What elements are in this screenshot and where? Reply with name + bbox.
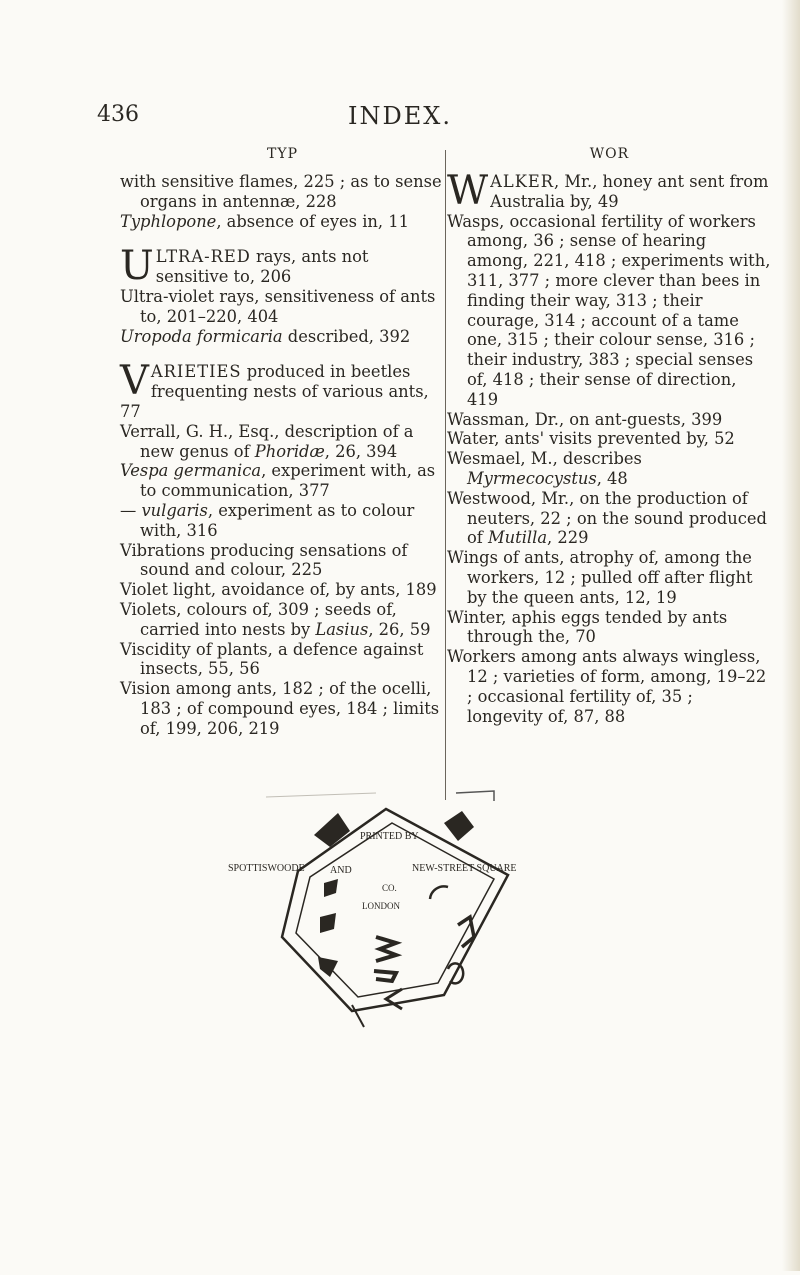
index-entry-walker bbox=[447, 168, 772, 214]
entry-text: , 48 bbox=[596, 468, 628, 488]
entry-text: , 26, 394 bbox=[324, 441, 398, 461]
italic-term: Vespa germanica bbox=[120, 461, 262, 481]
entry-text: Viscidity of plants, a defence against insects, 55, 56 bbox=[120, 639, 424, 679]
drop-cap: W bbox=[447, 168, 489, 214]
italic-term: Phoridæ bbox=[254, 441, 325, 461]
page-edge-shadow bbox=[782, 0, 800, 1271]
entry-text: Verrall, G. H., Esq., description of a new genus of bbox=[120, 421, 414, 461]
italic-term: Mutilla bbox=[488, 528, 548, 548]
entry-text: , Mr., honey ant sent from Australia by, 49 bbox=[490, 172, 769, 211]
entry-text: Wasps, occasional fertility of workers among, 36 ; sense of hearing among, 221, 418 ; experiments with, 311, 377 ; more clever than bees in finding their way, 313 ; their courage, 314 ; account of a tame one, 315 ; their colour sense, 316 ; their industry, 383 ; special senses of, 418 ; their sense of direction, 419 bbox=[447, 211, 771, 409]
index-entry-violets bbox=[120, 600, 445, 640]
index-entry-winter bbox=[447, 608, 772, 648]
entry-text: Ultra-violet rays, sensitiveness of ants to, 201–220, 404 bbox=[120, 286, 436, 326]
entry-text: with sensitive flames, 225 ; as to sense organs in antennæ, 228 bbox=[120, 172, 442, 211]
entry-text: , experiment with, as to communication, 377 bbox=[140, 461, 436, 501]
index-entry-typ-cont bbox=[120, 172, 445, 212]
entry-text: Westwood, Mr., on the production of neuters, 22 ; on the sound produced of bbox=[447, 488, 767, 548]
index-entry-vespa-vulgaris bbox=[120, 501, 445, 541]
imprint-left: SPOTTISWOODE bbox=[228, 863, 305, 874]
imprint-co: CO. bbox=[382, 883, 397, 893]
entry-text: — bbox=[120, 500, 142, 520]
right-column bbox=[447, 146, 772, 726]
entry-text: Wesmael, M., describes bbox=[447, 449, 642, 469]
index-entry-ultra-violet bbox=[120, 287, 445, 327]
index-entry-uropoda bbox=[120, 327, 445, 347]
imprint-right: NEW-STREET SQUARE bbox=[412, 863, 517, 874]
imprint-and: AND bbox=[330, 865, 352, 876]
index-entry-vespa-germanica bbox=[120, 461, 445, 501]
italic-term: Typhlopone bbox=[120, 211, 217, 231]
entry-text: Vision among ants, 182 ; of the ocelli, 183 ; of compound eyes, 184 ; limits of, 199, 206, 219 bbox=[120, 679, 440, 738]
index-entry-wassman bbox=[447, 410, 772, 430]
left-entries bbox=[120, 172, 445, 739]
page-number: 436 bbox=[97, 102, 139, 127]
printer-mark-icon bbox=[226, 787, 606, 1271]
index-entry-westwood bbox=[447, 489, 772, 548]
index-entry-viscidity bbox=[120, 640, 445, 680]
index-entry-workers bbox=[447, 647, 772, 726]
italic-term: Uropoda formicaria bbox=[120, 326, 283, 346]
italic-term: Myrmecocystus bbox=[467, 468, 597, 488]
index-entry-typhlopone bbox=[120, 212, 445, 232]
entry-text: rays, ants not sensitive to, 206 bbox=[155, 247, 369, 287]
entry-text: Workers among ants always wingless, 12 ; varieties of form, among, 19–22 ; occasional fertility of, 35 ; longevity of, 87, 88 bbox=[447, 647, 767, 726]
index-entry-verrall bbox=[120, 422, 445, 462]
entry-text: ARIETIES bbox=[150, 362, 242, 382]
guide-word-left: TYP bbox=[267, 146, 298, 162]
index-entry-wasps bbox=[447, 212, 772, 410]
entry-text: Wassman, Dr., on ant-guests, 399 bbox=[447, 409, 723, 429]
entry-text: described, 392 bbox=[282, 326, 411, 346]
entry-text: , 26, 59 bbox=[368, 619, 431, 639]
entry-text: Violets, colours of, 309 ; seeds of, carried into nests by bbox=[120, 599, 397, 639]
entry-text: , 229 bbox=[547, 528, 589, 548]
entry-text: LTRA-RED bbox=[155, 247, 251, 267]
index-entry-wesmael bbox=[447, 449, 772, 489]
index-entry-water bbox=[447, 429, 772, 449]
index-entry-varieties bbox=[120, 358, 445, 421]
italic-term: Lasius bbox=[315, 619, 369, 639]
entry-text: Wings of ants, atrophy of, among the workers, 12 ; pulled off after flight by the queen ants, 12, 19 bbox=[447, 548, 753, 607]
italic-term: vulgaris bbox=[141, 500, 208, 520]
running-title: INDEX. bbox=[348, 102, 452, 130]
entry-text: Vibrations producing sensations of sound and colour, 225 bbox=[120, 540, 408, 580]
index-entry-violet-light bbox=[120, 580, 445, 600]
column-rule bbox=[445, 150, 446, 800]
imprint-place: LONDON bbox=[362, 901, 400, 911]
index-entry-vision bbox=[120, 679, 445, 738]
drop-cap: U bbox=[120, 243, 154, 290]
imprint-printed-by: PRINTED BY bbox=[360, 831, 419, 842]
right-entries bbox=[447, 168, 772, 726]
index-entry-ultra-red bbox=[120, 243, 445, 290]
entry-text: Violet light, avoidance of, by ants, 189 bbox=[120, 580, 437, 600]
index-entry-wings bbox=[447, 548, 772, 607]
index-entry-vibrations bbox=[120, 541, 445, 581]
printer-device bbox=[226, 787, 606, 1271]
entry-text: , experiment as to colour with, 316 bbox=[140, 500, 415, 540]
guide-word-right: WOR bbox=[589, 146, 630, 162]
entry-text: produced in beetles frequenting nests of various ants, 77 bbox=[120, 362, 429, 421]
left-column bbox=[120, 146, 445, 739]
entry-text: , absence of eyes in, 11 bbox=[216, 211, 409, 231]
entry-text: Water, ants' visits prevented by, 52 bbox=[447, 429, 735, 449]
drop-cap: V bbox=[120, 358, 149, 405]
entry-text: Winter, aphis eggs tended by ants through the, 70 bbox=[447, 607, 728, 647]
entry-text: ALKER bbox=[490, 172, 555, 191]
